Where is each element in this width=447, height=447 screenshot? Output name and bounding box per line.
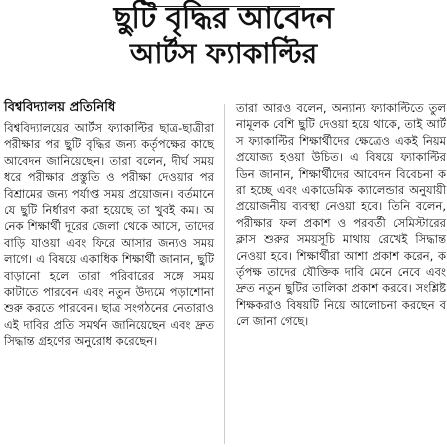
article-body-left: বিশ্ববিদ্যালয়ের আর্টস ফ্যাকাল্টির ছাত্র-ছাত্রীরা পরীক্ষার পর ছুটি বৃদ্ধির জন্য কর্তৃপক্ষের কাছে আবেদন জানিয়েছেন। তারা বলেন, দীর্ঘ সময় ধরে পরীক্ষার প্রস্তুতি ও পরীক্ষা দেওয়ার পর বিশ্রামের জন্য পর্যাপ্ত সময় প্রয়োজন। বর্তমানে যে ছুটি নির্ধারণ করা হয়েছে তা খুবই কম। অনেক শিক্ষার্থী দূরের জেলা থেকে আসে, তাদের বাড়ি যাওয়া এবং ফিরে আসার জন্যও সময় লাগে। এ বিষয়ে একাধিক শিক্ষার্থী জানান, ছুটি বাড়ানো হলে তারা পরিবারের সঙ্গে সময় কাটাতে পারবেন এবং নতুন উদ্যমে পড়াশোনা শুরু করতে পারবেন। ছাত্র সংগঠনের নেতারাও এই দাবির প্রতি সমর্থন জানিয়েছেন এবং দ্রুত সিদ্ধান্ত গ্রহণের অনুরোধ করেছেন।: [4, 121, 214, 349]
article-column-right: [236, 100, 446, 330]
article-column-left: [4, 100, 214, 350]
article-body-right: তারা আরও বলেন, অন্যান্য ফ্যাকাল্টিতে তুলনামূলক বেশি ছুটি দেওয়া হয়ে থাকে, তাই আর্টস ফ্যাকাল্টির শিক্ষার্থীদের ক্ষেত্রেও একই নিয়ম প্রযোজ্য হওয়া উচিত। এ বিষয়ে ফ্যাকাল্টির ডিন জানান, শিক্ষার্থীদের আবেদন বিবেচনা করা হচ্ছে এবং একাডেমিক ক্যালেন্ডার অনুযায়ী প্রয়োজনীয় ব্যবস্থা নেওয়া হবে। তিনি বলেন, পরীক্ষার ফল প্রকাশ ও পরবর্তী সেমিস্টারের ক্লাস শুরুর সময়সূচি মাথায় রেখেই সিদ্ধান্ত নেওয়া হবে। শিক্ষার্থীরা আশা প্রকাশ করেন, কর্তৃপক্ষ তাদের যৌক্তিক দাবি মেনে নেবে এবং দ্রুত নতুন ছুটির তালিকা প্রকাশ করবে। সংশ্লিষ্ট শিক্ষকরাও বিষয়টি নিয়ে আলোচনা করছেন বলে জানা গেছে।: [236, 101, 446, 329]
byline: বিশ্ববিদ্যালয় প্রতিনিধি: [4, 100, 116, 115]
column-divider: [224, 104, 225, 444]
headline-line-1: ছুটি বৃদ্ধির আবেদন: [113, 1, 334, 36]
headline-line-2: আর্টস ফ্যাকাল্টির: [129, 37, 318, 70]
